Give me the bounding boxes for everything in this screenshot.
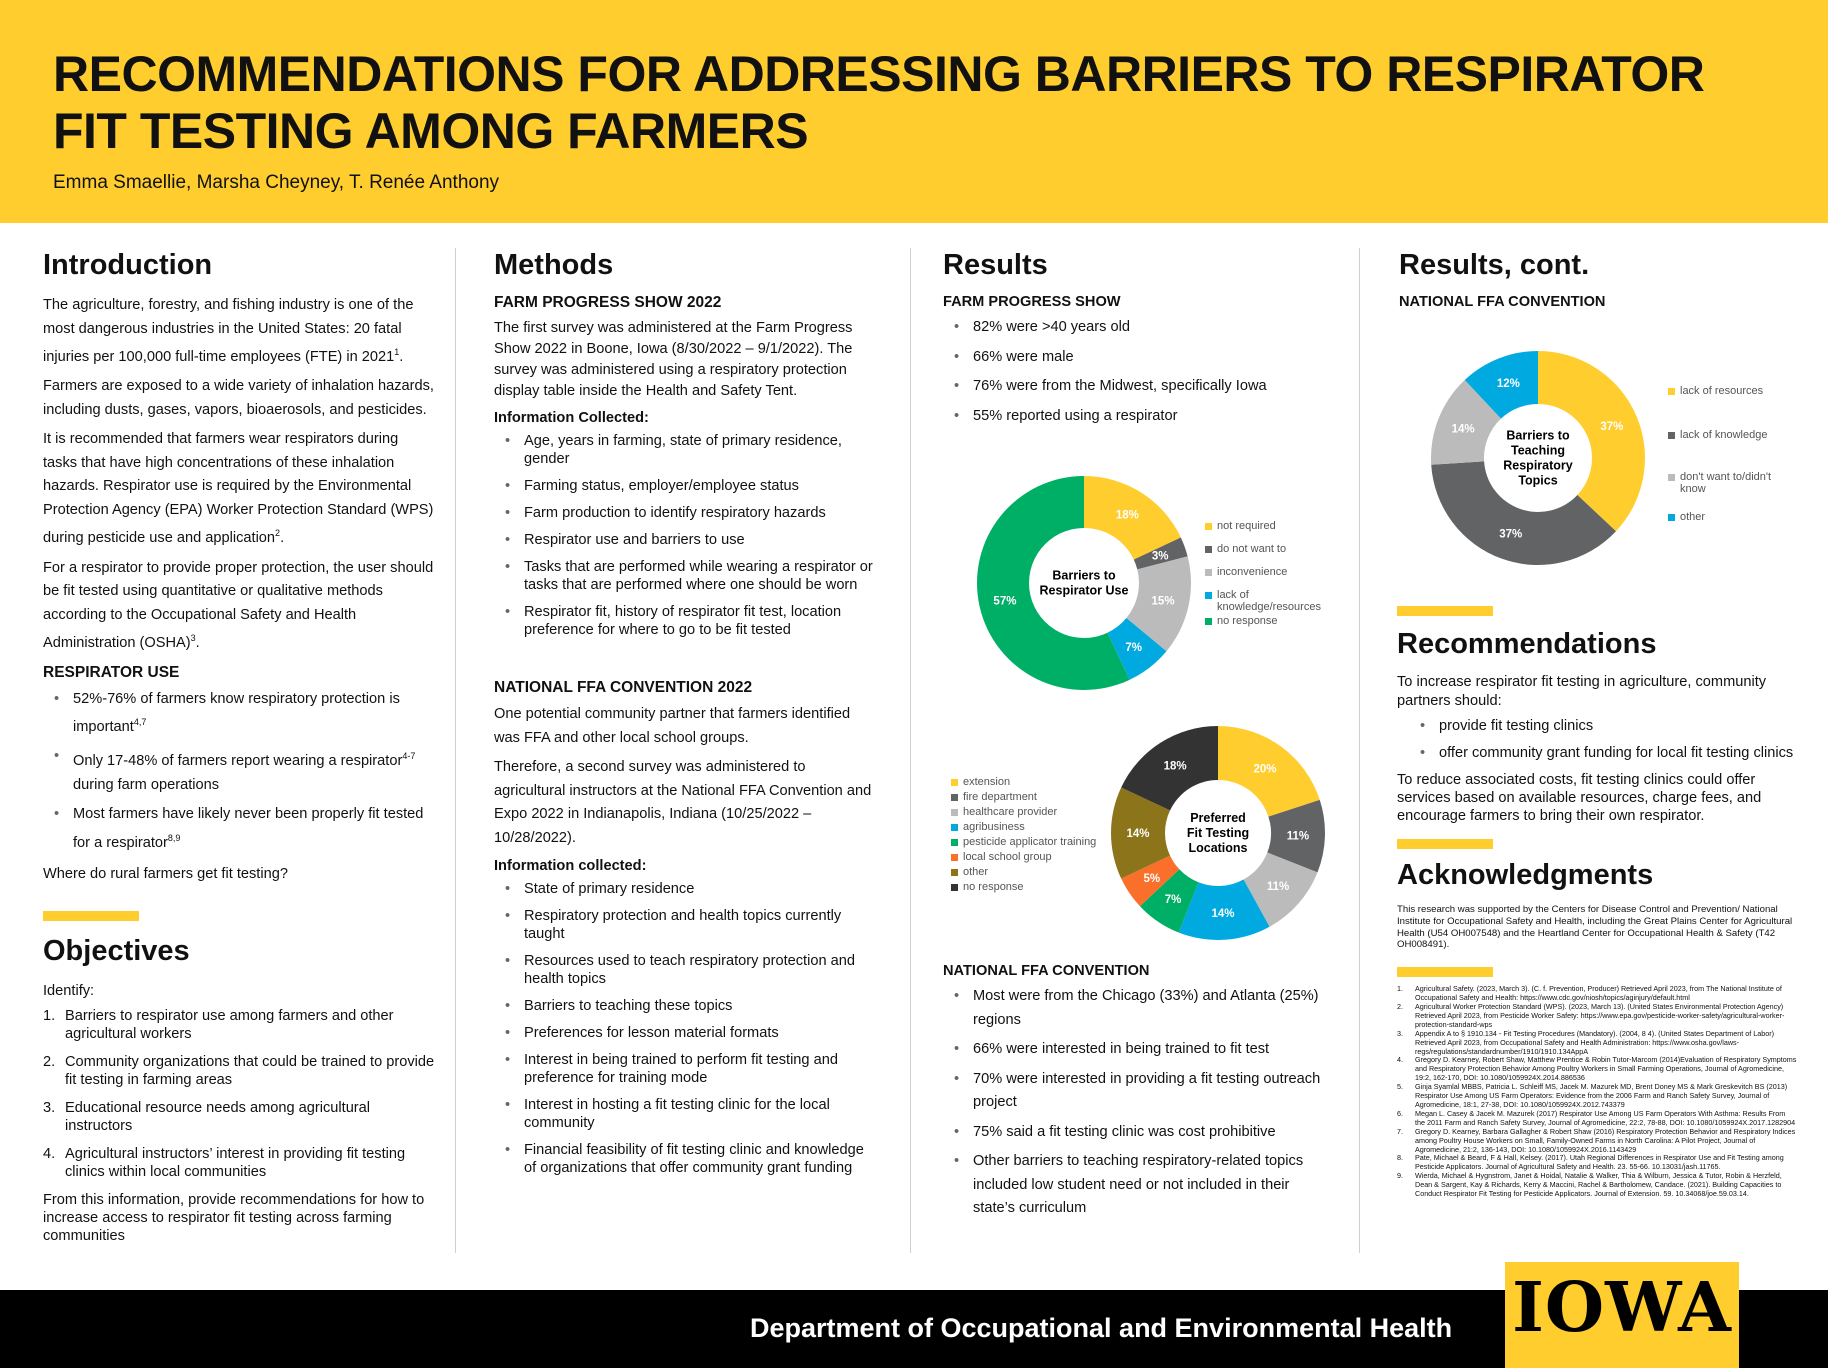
column-divider <box>910 248 911 1253</box>
list-item: • Most farmers have likely never been properly fit tested for a respirator$^{8,9}$ <box>43 803 435 855</box>
slice-value-label: 18% <box>1163 760 1187 773</box>
list-item: • Respirator use and barriers to use <box>494 531 874 549</box>
legend-item: healthcare provider <box>951 806 1101 818</box>
fps-results-subheading: FARM PROGRESS SHOW <box>943 294 1121 310</box>
column-results <box>943 245 1333 436</box>
recommendations-intro: To increase respirator fit testing in agriculture, community partners should: <box>1397 674 1767 709</box>
intro-paragraph: It is recommended that farmers wear respirators during tasks that have high concentrations of these inhalation hazards. Respirator use is required by the Environmental Protection Agency (EPA) Worker Protection Standard (WPS) during pesticide use and application$^2$. <box>43 431 434 547</box>
slice-value-label: 7% <box>1125 642 1142 655</box>
list-item: • Barriers to teaching these topics <box>494 997 874 1015</box>
accent-bar <box>1397 967 1493 977</box>
preferred-locations-donut-chart <box>1100 720 1340 950</box>
intro-question: Where do rural farmers get fit testing? <box>43 866 288 883</box>
accent-bar <box>43 911 139 921</box>
list-item: • Respiratory protection and health topics currently taught <box>494 907 874 943</box>
slice-value-label: 20% <box>1253 763 1277 776</box>
list-item: • Resources used to teach respiratory protection and health topics <box>494 952 874 988</box>
accent-bar <box>1397 839 1493 849</box>
ffa-results-list <box>943 985 1333 1221</box>
slice-value-label: 37% <box>1600 421 1624 434</box>
list-item: • Financial feasibility of fit testing clinic and knowledge of organizations that offer community grant funding <box>494 1141 874 1177</box>
respirator-use-subheading: RESPIRATOR USE <box>43 663 180 681</box>
objectives-heading: Objectives <box>43 934 190 967</box>
legend-item: other <box>951 866 1101 878</box>
column-results-cont <box>1399 245 1799 316</box>
chart-center-title: Preferred Fit Testing Locations <box>1186 811 1250 855</box>
recommendations-list <box>1409 717 1797 762</box>
intro-paragraph: The agriculture, forestry, and fishing industry is one of the most dangerous industries in the United States: 20 fatal injuries per 100,000 full-time employees (FTE) in 2021$^1$. <box>43 297 414 365</box>
legend-item: extension <box>951 776 1101 788</box>
slice-value-label: 12% <box>1496 378 1520 391</box>
list-item: • 66% were male <box>943 346 1333 370</box>
reference-item: 8. Pate, Michael & Beard, F & Hall, Kelsey. (2017). Utah Regional Differences in Respirator Use and Fit Testing among Pesticide Applicators. Journal of Agricultural Safety and Health. 23. 55-66. 10.13031/jash.11765. <box>1397 1153 1784 1172</box>
legend-item: lack of knowledge <box>1668 429 1783 441</box>
chart-center-title: Barriers to Respirator Use <box>1039 568 1129 598</box>
legend-item: not required <box>1205 520 1345 532</box>
reference-item: 3. Appendix A to § 1910.134 - Fit Testing Procedures (Mandatory). (2004, 8 4). (United States Department of Labor) Retrieved April 2023, from Occupational Safety and Health Administration: https://www.osha.gov/laws-regs/regulations/standardnumber/1910/1910.134AppA <box>1397 1028 1775 1056</box>
list-item: • Interest in being trained to perform fit testing and preference for training mode <box>494 1051 874 1087</box>
recommendations-closing: To reduce associated costs, fit testing clinics could offer services based on available resources, charge fees, and encourage farmers to bring their own respirator. <box>1397 772 1762 824</box>
list-item: 4. Agricultural instructors’ interest in providing fit testing clinics within local communities <box>43 1146 406 1181</box>
legend-item: agribusiness <box>951 821 1101 833</box>
barriers-respirator-legend <box>1205 520 1345 627</box>
legend-item: no response <box>951 881 1101 893</box>
list-item: 2. Community organizations that could be trained to provide fit testing in farming areas <box>43 1054 435 1089</box>
legend-item: do not want to <box>1205 543 1345 555</box>
info-collected-list <box>494 880 874 1177</box>
slice-value-label: 11% <box>1266 880 1290 893</box>
intro-paragraph: For a respirator to provide proper protection, the user should be fit tested using quantitative or qualitative methods according to the Occupational Safety and Health Administration (OSHA)$^3$. <box>43 559 434 652</box>
slice-value-label: 14% <box>1211 907 1235 920</box>
slice-value-label: 14% <box>1451 423 1475 436</box>
ffa-chart-subheading: NATIONAL FFA CONVENTION <box>1399 294 1606 310</box>
reference-item: 5. Ginja Syamlal MBBS, Patricia L. Schleiff MS, Jacek M. Mazurek MD, Brent Doney MS & Mark Greskevitch BS (2013) Respirator Use Among US Farm Operators: Evidence from the 2006 Farm and Ranch Safety Survey, Journal of Agromedicine, 18:1, 27-38, DOI: 10.1080/1059924X.2012.743379 <box>1397 1082 1788 1109</box>
department-name: Department of Occupational and Environmental Health <box>750 1313 1453 1343</box>
list-item: 1. Barriers to respirator use among farmers and other agricultural workers <box>43 1008 394 1043</box>
slice-value-label: 15% <box>1151 595 1175 608</box>
chart-center-title: Barriers to Teaching Respiratory Topics <box>1503 428 1573 488</box>
list-item: • Interest in hosting a fit testing clinic for the local community <box>494 1096 874 1132</box>
list-item: • 76% were from the Midwest, specifically Iowa <box>943 375 1333 399</box>
accent-bar <box>1397 606 1493 616</box>
list-item: • Farming status, employer/employee status <box>494 477 874 495</box>
methods-heading: Methods <box>494 249 614 281</box>
column-methods <box>494 245 874 1186</box>
references-list <box>1397 985 1797 1199</box>
slice-value-label: 18% <box>1115 509 1139 522</box>
list-item: • 70% were interested in providing a fit testing outreach project <box>943 1068 1333 1115</box>
acknowledgments-heading: Acknowledgments <box>1397 859 1654 891</box>
legend-item: pesticide applicator training <box>951 836 1101 848</box>
intro-paragraph: Farmers are exposed to a wide variety of inhalation hazards, including dusts, gases, vapors, bioaerosols, and pesticides. <box>43 378 434 418</box>
objectives-closing: From this information, provide recommendations for how to increase access to respirator fit testing across farming communities <box>43 1192 425 1245</box>
list-item: • Preferences for lesson material formats <box>494 1024 874 1042</box>
slice-value-label: 3% <box>1151 550 1169 563</box>
preferred-locations-legend <box>951 776 1101 893</box>
column-divider <box>1359 248 1360 1253</box>
list-item: • Respirator fit, history of respirator fit test, location preference for where to go to be fit tested <box>494 603 874 639</box>
list-item: • Farm production to identify respiratory hazards <box>494 504 874 522</box>
fps-subheading: FARM PROGRESS SHOW 2022 <box>494 294 722 311</box>
legend-item: fire department <box>951 791 1101 803</box>
slice-value-label: 37% <box>1499 528 1523 541</box>
slice-value-label: 14% <box>1126 828 1150 840</box>
legend-item: local school group <box>951 851 1101 863</box>
objectives-list <box>43 1007 435 1181</box>
barriers-teaching-legend <box>1668 385 1783 523</box>
reference-item: 9. Wierda, Michael & Hygnstrom, Janet & Hoidal, Natalie & Walker, Thia & Wilburn, Jessica & Tutor, Robin & Herzfeld, Dean & Sargent, Kay & Richards, Kerry & Maccini, Rachel & Bartholomew, Candace. (2021). Building Capacities to Conduct Respirator Fit Testing for Pesticide Applicators. Journal of Extension. 59. 10.34068/joe.59.03.14. <box>1397 1171 1782 1199</box>
reference-item: 7. Gregory D. Kearney, Barbara Gallagher & Robert Shaw (2016) Respiratory Protection Behavior and Respiratory Indices among Poultry House Workers on Small, Family-Owned Farms in North Carolina: A Pilot Project, Journal of Agromedicine, 21:2, 136-143, DOI: 10.1080/1059924X.2016.1143429 <box>1397 1126 1796 1154</box>
poster-title: RECOMMENDATIONS FOR ADDRESSING BARRIERS TO RESPIRATOR FIT TESTING AMONG FARMERS <box>53 46 1705 159</box>
list-item: • provide fit testing clinics <box>1409 717 1797 735</box>
introduction-heading: Introduction <box>43 249 213 281</box>
list-item: • 55% reported using a respirator <box>943 405 1333 429</box>
slice-value-label: 5% <box>1143 872 1161 885</box>
list-item: • 82% were >40 years old <box>943 316 1333 340</box>
list-item: • offer community grant funding for local fit testing clinics <box>1409 744 1797 762</box>
list-item: • 66% were interested in being trained to fit test <box>943 1038 1333 1062</box>
results-cont-heading: Results, cont. <box>1399 249 1590 281</box>
reference-item: 6. Megan L. Casey & Jacek M. Mazurek (2017) Respirator Use Among US Farm Operators With Asthma: Results From the 2011 Farm and Ranch Safety Survey, Journal of Agromedicine, 22:2, 78-88, DOI: 10.1080/1059924X.2017.1282904 <box>1397 1108 1796 1127</box>
objectives-lead: Identify: <box>43 982 95 999</box>
list-item: • State of primary residence <box>494 880 874 898</box>
list-item: • Most were from the Chicago (33%) and Atlanta (25%) regions <box>943 985 1333 1032</box>
list-item: • 75% said a fit testing clinic was cost prohibitive <box>943 1121 1333 1145</box>
reference-item: 1. Agricultural Safety. (2023, March 3). (C. f. Prevention, Producer) Retrieved April 2023, from The National Institute of Occupational Safety and Health: https://www.cdc.gov/niosh/topics/aginjury/default.html <box>1397 984 1782 1003</box>
reference-item: 2. Agricultural Worker Protection Standard (WPS). (2023, March 13). (United States Environmental Protection Agency) Retrieved April 2023, from Pesticide Worker Safety: https://www.epa.gov/pesticide-worker-safety/agricultural-worker-protection-standard-wps <box>1397 1002 1785 1029</box>
slice-value-label: 57% <box>993 595 1017 608</box>
legend-item: don't want to/didn't know <box>1668 471 1783 495</box>
recommendations-block <box>1397 606 1797 1199</box>
legend-item: lack of knowledge/resources <box>1205 589 1345 613</box>
legend-item: lack of resources <box>1668 385 1783 397</box>
ffa-paragraph: One potential community partner that farmers identified was FFA and other local school groups. <box>494 706 851 746</box>
slice-value-label: 11% <box>1286 830 1310 843</box>
fps-results-list <box>943 316 1333 428</box>
list-item: • Tasks that are performed while wearing a respirator or tasks that are performed where one should be worn <box>494 558 874 594</box>
info-collected-label: Information Collected: <box>494 410 649 426</box>
column-introduction <box>43 245 435 1251</box>
list-item: 3. Educational resource needs among agricultural instructors <box>43 1100 371 1135</box>
ffa-subheading: NATIONAL FFA CONVENTION 2022 <box>494 679 753 696</box>
acknowledgments-text: This research was supported by the Centers for Disease Control and Prevention/ National Institute for Occupational Safety and Health, including the Great Plains Center for Agricultural Health (U54 OH007548) and the Heartland Center for Occupational Health & Safety (T42 OH008491). <box>1397 904 1793 951</box>
reference-item: 4. Gregory D. Kearney, Robert Shaw, Matthew Prentice & Robin Tutor-Marcom (2014)Evaluation of Respiratory Symptoms and Respiratory Protection Behavior Among Poultry Workers in Small Farming Operations, Journal of Agromedicine, 19:2, 162-170, DOI: 10.1080/1059924X.2014.886536 <box>1397 1055 1797 1083</box>
legend-item: no response <box>1205 615 1345 627</box>
poster-authors: Emma Smaellie, Marsha Cheyney, T. Renée Anthony <box>53 172 500 193</box>
info-collected-label: Information collected: <box>494 858 647 874</box>
ffa-results-block <box>943 955 1333 1229</box>
info-collected-list <box>494 432 874 639</box>
list-item: • Other barriers to teaching respiratory-related topics included low student need or not included in their state’s curriculum <box>943 1150 1333 1221</box>
list-item: • Only 17-48% of farmers report wearing a respirator$^{4-7}$ during farm operations <box>43 745 435 797</box>
slice-value-label: 7% <box>1164 894 1182 907</box>
fps-paragraph: The first survey was administered at the Farm Progress Show 2022 in Boone, Iowa (8/30/2022 – 9/1/2022). The survey was administered using a respiratory protection display table inside the Health and Safety Tent. <box>494 320 853 399</box>
legend-item: other <box>1668 511 1783 523</box>
list-item: • 52%-76% of farmers know respiratory protection is important$^{4,7}$ <box>43 688 435 740</box>
ffa-paragraph: Therefore, a second survey was administered to agricultural instructors at the National FFA Convention and Expo 2022 in Indianapolis, Indiana (10/25/2022 – 10/28/2022). <box>494 759 872 846</box>
column-divider <box>455 248 456 1253</box>
iowa-logo: IOWA <box>1512 1268 1732 1348</box>
ffa-results-subheading: NATIONAL FFA CONVENTION <box>943 963 1150 979</box>
results-heading: Results <box>943 249 1048 281</box>
recommendations-heading: Recommendations <box>1397 628 1657 660</box>
barriers-teaching-donut-chart <box>1425 345 1655 575</box>
legend-item: inconvenience <box>1205 566 1345 578</box>
list-item: • Age, years in farming, state of primary residence, gender <box>494 432 874 468</box>
respirator-use-list <box>43 688 435 856</box>
